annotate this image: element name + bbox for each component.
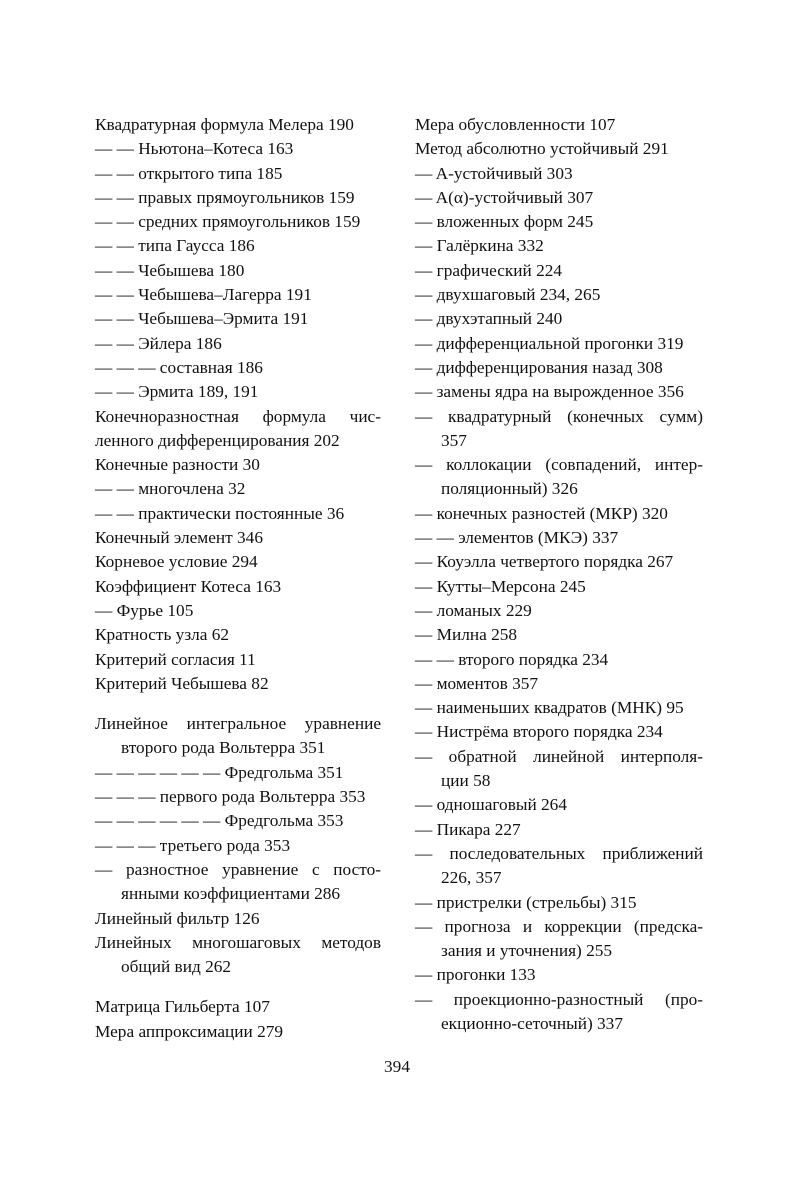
index-entry-continuation: янными коэффициентами 286	[121, 884, 341, 904]
index-entry-text: — пристрелки (стрельбы) 315	[415, 892, 637, 912]
index-entry	[95, 550, 381, 574]
index-entry	[415, 210, 703, 234]
index-entry-text: — Фурье 105	[95, 600, 194, 620]
index-entry	[415, 186, 703, 210]
index-entry	[95, 672, 381, 696]
index-entry	[415, 575, 703, 599]
index-entry	[95, 186, 381, 210]
index-entry-text: — Галёркина 332	[415, 236, 544, 256]
index-entry-text: — последовательных приближений	[415, 843, 703, 863]
index-entry	[415, 988, 703, 1037]
index-entry-text: — двухшаговый 234, 265	[415, 285, 601, 305]
index-entry-text: — Пикара 227	[415, 819, 521, 839]
index-entry	[415, 963, 703, 987]
index-entry	[415, 307, 703, 331]
index-entry	[415, 745, 703, 794]
index-entry-text: — Нистрёма второго порядка 234	[415, 722, 663, 742]
index-entry-continuation: 357	[441, 430, 467, 450]
index-entry-text: — — Чебышева–Эрмита 191	[95, 309, 309, 329]
index-entry	[95, 356, 381, 380]
index-entry-text: — — — первого рода Вольтерра 353	[95, 787, 366, 807]
index-entry-continuation: ции 58	[441, 771, 491, 791]
index-entry	[95, 137, 381, 161]
index-entry-continuation: ленного дифференцирования 202	[95, 430, 340, 450]
index-entry	[415, 405, 703, 454]
index-entry-text: — — открытого типа 185	[95, 163, 283, 183]
index-entry-text: Линейных многошаговых методов	[95, 932, 381, 952]
index-entry	[95, 526, 381, 550]
index-entry-text: — — Чебышева 180	[95, 260, 245, 280]
index-entry	[95, 858, 381, 907]
index-entry	[415, 526, 703, 550]
index-entry	[415, 599, 703, 623]
index-entry-text: — графический 224	[415, 260, 563, 280]
index-entry	[95, 453, 381, 477]
index-entry	[95, 995, 381, 1019]
index-entry-text: — вложенных форм 245	[415, 212, 594, 232]
index-entry	[95, 234, 381, 258]
index-entry-text: Квадратурная формула Мелера 190	[95, 115, 354, 134]
index-entry-text: Метод абсолютно устойчивый 291	[415, 139, 669, 159]
index-entry-text: — — второго порядка 234	[415, 649, 609, 669]
index-entry-text: — — Ньютона–Котеса 163	[95, 139, 294, 159]
index-entry	[95, 502, 381, 526]
index-entry	[415, 793, 703, 817]
index-entry-text: — моментов 357	[415, 673, 539, 693]
index-entry-text: — дифференцирования назад 308	[415, 357, 663, 377]
index-entry-text: — — правых прямоугольников 159	[95, 187, 355, 207]
index-entry	[95, 623, 381, 647]
index-entry	[95, 575, 381, 599]
index-entry	[415, 915, 703, 964]
index-entry	[415, 283, 703, 307]
index-column-left	[95, 113, 381, 1044]
index-entry-text: — — типа Гаусса 186	[95, 236, 255, 256]
index-entry-text: — — — — — — Фредгольма 351	[95, 762, 344, 782]
index-entry-text: — одношаговый 264	[415, 795, 567, 815]
index-entry-text: — — — — — — Фредгольма 353	[95, 811, 344, 831]
index-entry	[95, 477, 381, 501]
index-entry	[415, 818, 703, 842]
index-entry-text: — — средних прямоугольников 159	[95, 212, 361, 232]
index-entry	[95, 1020, 381, 1044]
index-entry	[415, 696, 703, 720]
index-entry	[95, 599, 381, 623]
index-entry	[415, 356, 703, 380]
index-entry-continuation: екционно-сеточный) 337	[441, 1013, 623, 1033]
spacer	[95, 696, 381, 712]
index-entry	[95, 210, 381, 234]
index-entry	[415, 672, 703, 696]
index-entry	[95, 907, 381, 931]
index-entry-text: — конечных разностей (МКР) 320	[415, 503, 668, 523]
index-entry	[95, 785, 381, 809]
index-entry	[95, 931, 381, 980]
index-entry-text: — — многочлена 32	[95, 479, 246, 499]
index-entry	[95, 162, 381, 186]
index-entry	[95, 332, 381, 356]
index-entry	[95, 834, 381, 858]
index-entry	[95, 648, 381, 672]
index-entry-text: — коллокации (совпадений, интер-	[415, 455, 703, 475]
index-entry-text: — ломаных 229	[415, 600, 532, 620]
index-entry	[415, 162, 703, 186]
index-entry-text: Критерий Чебышева 82	[95, 673, 269, 693]
index-entry-continuation: 226, 357	[441, 868, 502, 888]
index-entry	[95, 809, 381, 833]
index-entry	[95, 307, 381, 331]
index-entry-text: — Коуэлла четвертого порядка 267	[415, 552, 674, 572]
index-entry	[415, 891, 703, 915]
index-entry	[415, 550, 703, 574]
index-entry-text: Мера аппроксимации 279	[95, 1021, 284, 1041]
index-entry	[415, 259, 703, 283]
index-entry	[415, 842, 703, 891]
index-entry-text: — — — составная 186	[95, 357, 263, 377]
index-entry-text: — Кутты–Мерсона 245	[415, 576, 586, 596]
page-number: 394	[384, 1057, 410, 1076]
index-entry-text: Мера обусловленности 107	[415, 115, 616, 134]
index-entry-text: Конечный элемент 346	[95, 528, 263, 548]
index-entry	[95, 283, 381, 307]
index-entry-text: — разностное уравнение с посто-	[95, 859, 381, 879]
index-entry	[95, 712, 381, 761]
index-entry-text: — A(α)-устойчивый 307	[415, 187, 594, 207]
index-entry-text: — — — третьего рода 353	[95, 835, 291, 855]
index-entry-text: — проекционно-разностный (про-	[415, 989, 703, 1009]
index-entry-text: — — практически постоянные 36	[95, 503, 345, 523]
index-entry	[415, 332, 703, 356]
index-entry-text: — прогноза и коррекции (предска-	[415, 916, 703, 936]
index-entry	[95, 405, 381, 454]
index-entry	[415, 623, 703, 647]
index-entry-continuation: второго рода Вольтерра 351	[121, 738, 326, 758]
index-entry-text: Коэффициент Котеса 163	[95, 576, 282, 596]
index-entry-continuation: общий вид 262	[121, 957, 231, 977]
index-entry	[415, 137, 703, 161]
index-entry	[415, 720, 703, 744]
index-entry	[95, 113, 381, 137]
index-entry-text: — квадратурный (конечных сумм)	[415, 406, 703, 426]
index-entry	[415, 502, 703, 526]
index-entry-text: — двухэтапный 240	[415, 309, 563, 329]
index-entry	[415, 453, 703, 502]
index-entry-text: Корневое условие 294	[95, 552, 258, 572]
index-entry-text: — A-устойчивый 303	[415, 163, 573, 183]
index-entry-continuation: зания и уточнения) 255	[441, 941, 613, 961]
index-entry	[415, 234, 703, 258]
index-entry	[415, 648, 703, 672]
index-entry-text: — — элементов (МКЭ) 337	[415, 528, 619, 548]
index-entry-text: Конечные разности 30	[95, 455, 260, 475]
index-entry-text: Линейное интегральное уравнение	[95, 714, 381, 734]
index-entry-text: — прогонки 133	[415, 965, 536, 985]
index-entry-continuation: поляционный) 326	[441, 479, 578, 499]
index-entry-text: — замены ядра на вырожденное 356	[415, 382, 684, 402]
index-entry-text: Критерий согласия 11	[95, 649, 256, 669]
index-entry-text: — — Чебышева–Лагерра 191	[95, 285, 312, 305]
index-entry	[415, 380, 703, 404]
index-column-right	[415, 113, 703, 1036]
index-entry	[95, 380, 381, 404]
index-entry-text: Кратность узла 62	[95, 625, 230, 645]
index-entry-text: — — Эйлера 186	[95, 333, 222, 353]
index-entry	[95, 259, 381, 283]
index-entry-text: — обратной линейной интерполя-	[415, 746, 703, 766]
index-entry-text: — наименьших квадратов (МНК) 95	[415, 698, 684, 718]
index-entry-text: — дифференциальной прогонки 319	[415, 333, 684, 353]
index-entry-text: — Милна 258	[415, 625, 517, 645]
index-entry-text: Матрица Гильберта 107	[95, 997, 270, 1017]
index-entry-text: Конечноразностная формула чис-	[95, 406, 381, 426]
spacer	[95, 979, 381, 995]
index-entry	[95, 761, 381, 785]
index-entry-text: — — Эрмита 189, 191	[95, 382, 259, 402]
index-entry-text: Линейный фильтр 126	[95, 908, 260, 928]
index-entry	[415, 113, 703, 137]
